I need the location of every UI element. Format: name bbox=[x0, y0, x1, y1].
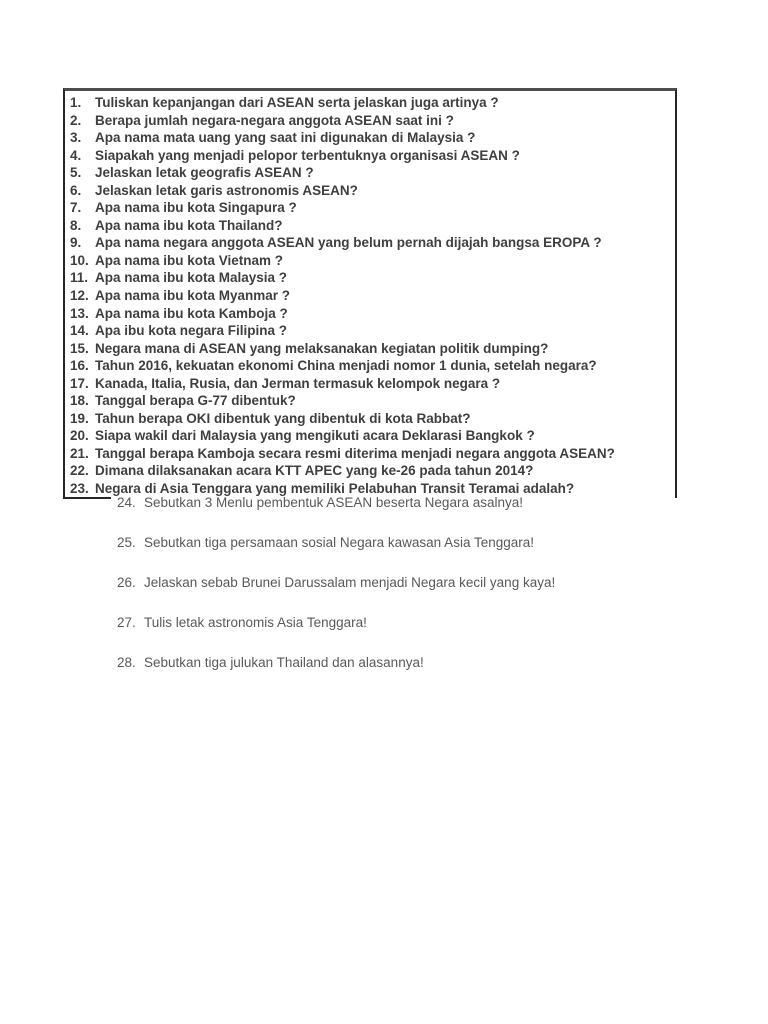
question-row bbox=[117, 494, 555, 512]
question-text: Jelaskan sebab Brunei Darussalam menjadi Negara kecil yang kaya! bbox=[144, 575, 556, 590]
question-row bbox=[70, 252, 669, 270]
question-row bbox=[117, 534, 555, 552]
question-number: 21. bbox=[70, 445, 89, 461]
lower-question-list bbox=[117, 494, 555, 694]
question-row bbox=[70, 340, 669, 358]
question-number: 20. bbox=[70, 428, 89, 444]
question-text: Dimana dilaksanakan acara KTT APEC yang ke-26 pada tahun 2014? bbox=[95, 463, 534, 479]
question-number: 1. bbox=[70, 95, 82, 110]
question-text: Negara di Asia Tenggara yang memiliki Pelabuhan Transit Teramai adalah? bbox=[95, 481, 575, 497]
question-text: Apa nama negara anggota ASEAN yang belum pernah dijajah bangsa EROPA ? bbox=[95, 235, 602, 251]
question-text: Sebutkan 3 Menlu pembentuk ASEAN beserta Negara asalnya! bbox=[144, 495, 523, 510]
question-number: 5. bbox=[70, 165, 82, 181]
question-row bbox=[70, 147, 669, 165]
question-text: Negara mana di ASEAN yang melaksanakan kegiatan politik dumping? bbox=[95, 340, 549, 356]
question-text: Tanggal berapa Kamboja secara resmi diterima menjadi negara anggota ASEAN? bbox=[95, 445, 615, 461]
question-text: Berapa jumlah negara-negara anggota ASEAN saat ini ? bbox=[95, 112, 454, 128]
question-text: Siapakah yang menjadi pelopor terbentuknya organisasi ASEAN ? bbox=[95, 147, 520, 163]
question-row bbox=[70, 217, 669, 235]
question-number: 17. bbox=[70, 375, 89, 391]
question-number: 13. bbox=[70, 305, 89, 321]
question-number: 23. bbox=[70, 481, 89, 497]
question-text: Tanggal berapa G-77 dibentuk? bbox=[95, 393, 296, 409]
question-number: 27. bbox=[117, 615, 136, 630]
question-row bbox=[70, 305, 669, 323]
question-row bbox=[70, 164, 669, 182]
question-text: Jelaskan letak garis astronomis ASEAN? bbox=[95, 182, 358, 198]
question-row bbox=[70, 94, 669, 112]
question-row bbox=[70, 445, 669, 463]
question-text: Apa nama ibu kota Thailand? bbox=[95, 217, 283, 233]
question-row bbox=[117, 614, 555, 632]
question-number: 16. bbox=[70, 358, 89, 374]
question-number: 2. bbox=[70, 112, 82, 128]
question-text: Apa nama ibu kota Kamboja ? bbox=[95, 305, 288, 321]
question-number: 8. bbox=[70, 217, 82, 233]
question-row bbox=[70, 427, 669, 445]
question-row bbox=[70, 234, 669, 252]
question-number: 26. bbox=[117, 575, 136, 590]
question-row bbox=[70, 410, 669, 428]
question-text: Apa ibu kota negara Filipina ? bbox=[95, 323, 288, 339]
question-text: Apa nama mata uang yang saat ini digunakan di Malaysia ? bbox=[95, 130, 476, 146]
question-number: 18. bbox=[70, 393, 89, 409]
question-text: Tulis letak astronomis Asia Tenggara! bbox=[144, 615, 367, 630]
question-text: Apa nama ibu kota Singapura ? bbox=[95, 200, 297, 216]
question-text: Apa nama ibu kota Malaysia ? bbox=[95, 270, 288, 286]
question-text: Tahun 2016, kekuatan ekonomi China menjadi nomor 1 dunia, setelah negara? bbox=[95, 358, 597, 374]
question-number: 10. bbox=[70, 252, 89, 268]
question-row bbox=[117, 574, 555, 592]
question-text: Apa nama ibu kota Myanmar ? bbox=[95, 288, 291, 304]
question-row bbox=[117, 654, 555, 672]
question-row bbox=[70, 375, 669, 393]
question-text: Sebutkan tiga julukan Thailand dan alasannya! bbox=[144, 655, 424, 670]
question-number: 19. bbox=[70, 410, 89, 426]
question-text: Tuliskan kepanjangan dari ASEAN serta jelaskan juga artinya ? bbox=[95, 95, 499, 110]
boxed-question-list bbox=[63, 88, 677, 498]
question-number: 7. bbox=[70, 200, 82, 216]
question-row bbox=[70, 112, 669, 130]
box-bottom-border-segment bbox=[63, 497, 111, 499]
question-row bbox=[70, 322, 669, 340]
question-text: Apa nama ibu kota Vietnam ? bbox=[95, 252, 284, 268]
question-text: Tahun berapa OKI dibentuk yang dibentuk di kota Rabbat? bbox=[95, 410, 471, 426]
question-row bbox=[70, 462, 669, 480]
question-number: 25. bbox=[117, 535, 136, 550]
question-number: 9. bbox=[70, 235, 82, 251]
question-text: Siapa wakil dari Malaysia yang mengikuti acara Deklarasi Bangkok ? bbox=[95, 428, 535, 444]
question-text: Sebutkan tiga persamaan sosial Negara kawasan Asia Tenggara! bbox=[144, 535, 534, 550]
question-number: 22. bbox=[70, 463, 89, 479]
question-number: 14. bbox=[70, 323, 89, 339]
question-number: 3. bbox=[70, 130, 82, 146]
question-row bbox=[70, 287, 669, 305]
question-number: 11. bbox=[70, 270, 89, 286]
question-row bbox=[70, 269, 669, 287]
question-row bbox=[70, 357, 669, 375]
question-row bbox=[70, 199, 669, 217]
question-text: Kanada, Italia, Rusia, dan Jerman termasuk kelompok negara ? bbox=[95, 375, 501, 391]
question-text: Jelaskan letak geografis ASEAN ? bbox=[95, 165, 314, 181]
question-number: 4. bbox=[70, 147, 82, 163]
question-number: 15. bbox=[70, 340, 89, 356]
question-row bbox=[70, 182, 669, 200]
question-number: 12. bbox=[70, 288, 89, 304]
question-number: 28. bbox=[117, 655, 136, 670]
question-number: 24. bbox=[117, 495, 136, 510]
question-row bbox=[70, 392, 669, 410]
question-number: 6. bbox=[70, 182, 82, 198]
question-row bbox=[70, 129, 669, 147]
